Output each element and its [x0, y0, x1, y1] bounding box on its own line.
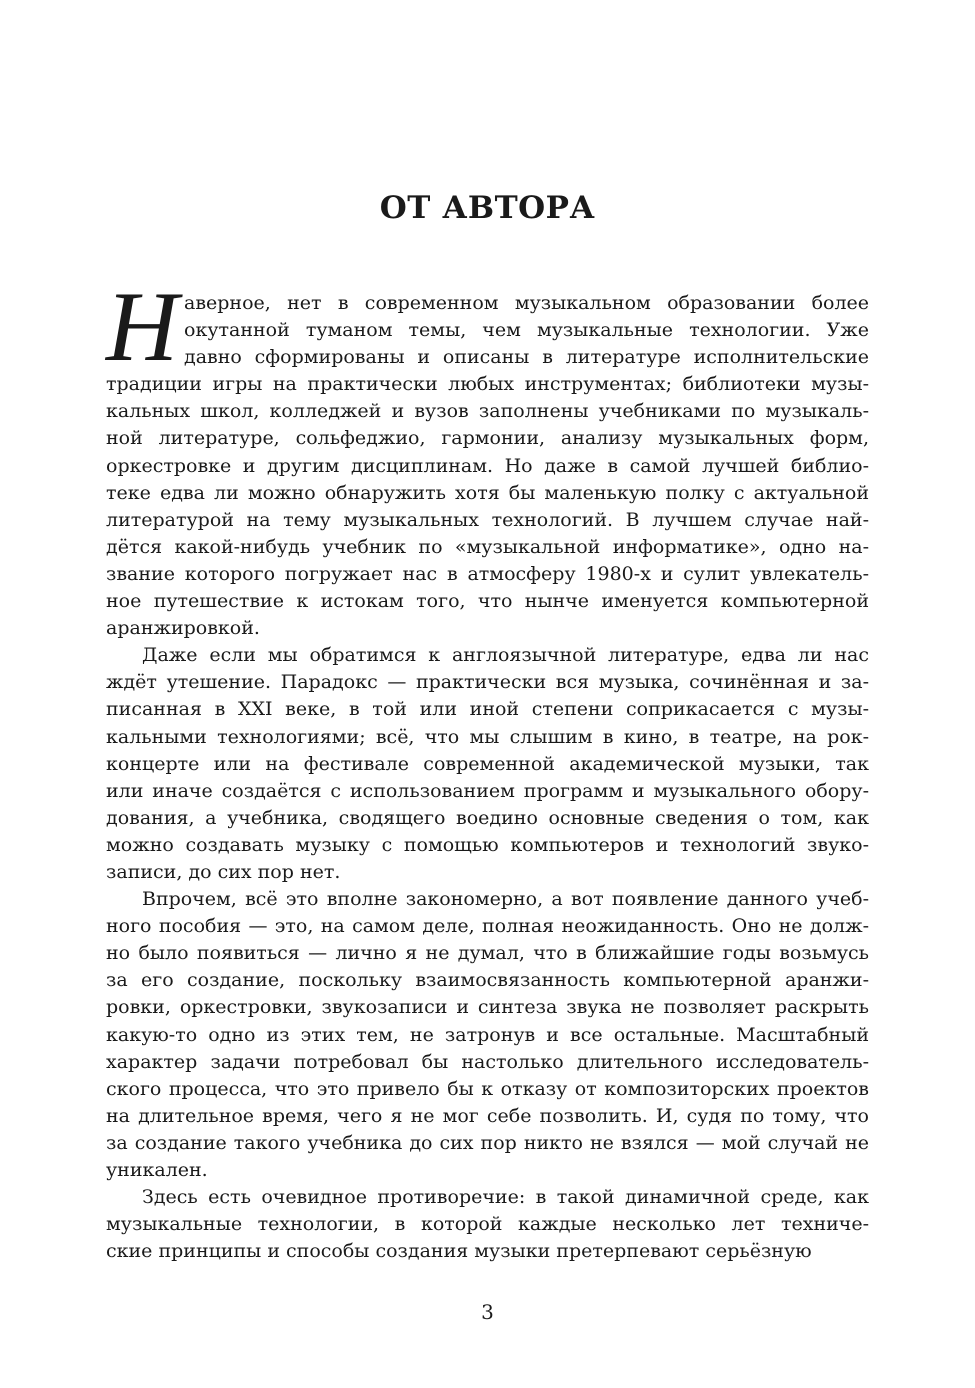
text-line: Здесь есть очевидное противоречие: в такой динамичной среде, как	[142, 1186, 869, 1209]
text-line: дования, а учебника, сводящего воедино основные сведения о том, как	[106, 806, 869, 829]
text-line: Впрочем, всё это вполне закономерно, а вот появление данного учеб-	[142, 888, 869, 911]
text-line: кальных школ, колледжей и вузов заполнены учебниками по музыкаль-	[106, 400, 869, 423]
text-line: характер задачи потребовал бы настолько длительного исследователь-	[106, 1050, 869, 1073]
text-line: за его создание, поскольку взаимосвязанность компьютерной аранжи-	[106, 969, 869, 992]
text-line: традиции игры на практически любых инструментах; библиотеки музы-	[106, 373, 869, 396]
text-line: теке едва ли можно обнаружить хотя бы маленькую полку с актуальной	[106, 481, 869, 504]
text-line: концерте или на фестивале современной академической музыки, так	[106, 752, 869, 775]
text-line: аверное, нет в современном музыкальном образовании более	[184, 292, 869, 314]
paragraph	[106, 1184, 869, 1265]
text-line: ровки, оркестровки, звукозаписи и синтеза звука не позволяет раскрыть	[106, 996, 869, 1019]
paragraph	[106, 886, 869, 1184]
text-line: какую-то одно из этих тем, не затронув и все остальные. Масштабный	[106, 1023, 869, 1046]
paragraph	[106, 642, 869, 886]
text-line: уникален.	[106, 1159, 208, 1181]
text-line: литературой на тему музыкальных технологий. В лучшем случае най-	[106, 508, 869, 531]
text-line: кальными технологиями; всё, что мы слышим в кино, в театре, на рок-	[106, 725, 869, 748]
text-line: аранжировкой.	[106, 617, 260, 640]
text-line: можно создавать музыку с помощью компьютеров и технологий звуко-	[106, 833, 869, 856]
text-line: или иначе создаётся с использованием программ и музыкального обору-	[106, 779, 869, 802]
drop-cap-letter: Н	[106, 271, 179, 382]
text-line: на длительное время, чего я не мог себе позволить. И, судя по тому, что	[106, 1104, 869, 1127]
text-line: записи, до сих пор нет.	[106, 860, 341, 883]
page-number: 3	[481, 1300, 494, 1324]
text-line: ждёт утешение. Парадокс — практически вся музыка, сочинённая и за-	[106, 671, 869, 694]
paragraph	[106, 290, 869, 642]
text-line: дётся какой-нибудь учебник по «музыкальной информатике», одно на-	[106, 535, 869, 558]
text-line: за создание такого учебника до сих пор никто не взялся — мой случай не	[106, 1131, 869, 1154]
text-line: ские принципы и способы создания музыки претерпевают серьёзную	[106, 1240, 812, 1263]
page-title: ОТ АВТОРА	[379, 190, 596, 226]
text-line: музыкальные технологии, в которой каждые несколько лет техниче-	[106, 1213, 869, 1236]
text-line: звание которого погружает нас в атмосферу 1980-х и сулит увлекатель-	[106, 562, 869, 585]
text-line: ного пособия — это, на самом деле, полная неожиданность. Оно не долж-	[106, 915, 869, 938]
text-line: окутанной туманом темы, чем музыкальные технологии. Уже	[184, 319, 869, 342]
text-line: давно сформированы и описаны в литературе исполнительские	[184, 346, 869, 369]
text-line: но было появиться — лично я не думал, что в ближайшие годы возьмусь	[106, 942, 869, 965]
text-line: ной литературе, сольфеджио, гармонии, анализу музыкальных форм,	[106, 427, 869, 450]
body-text	[106, 290, 869, 1265]
text-line: Даже если мы обратимся к англоязычной литературе, едва ли нас	[142, 644, 869, 667]
text-line: ского процесса, что это привело бы к отказу от композиторских проектов	[106, 1077, 869, 1100]
text-line: писанная в XXI веке, в той или иной степени соприкасается с музы-	[106, 698, 869, 721]
text-line: ное путешествие к истокам того, что нынче именуется компьютерной	[106, 590, 869, 613]
text-line: оркестровке и другим дисциплинам. Но даже в самой лучшей библио-	[106, 454, 869, 477]
